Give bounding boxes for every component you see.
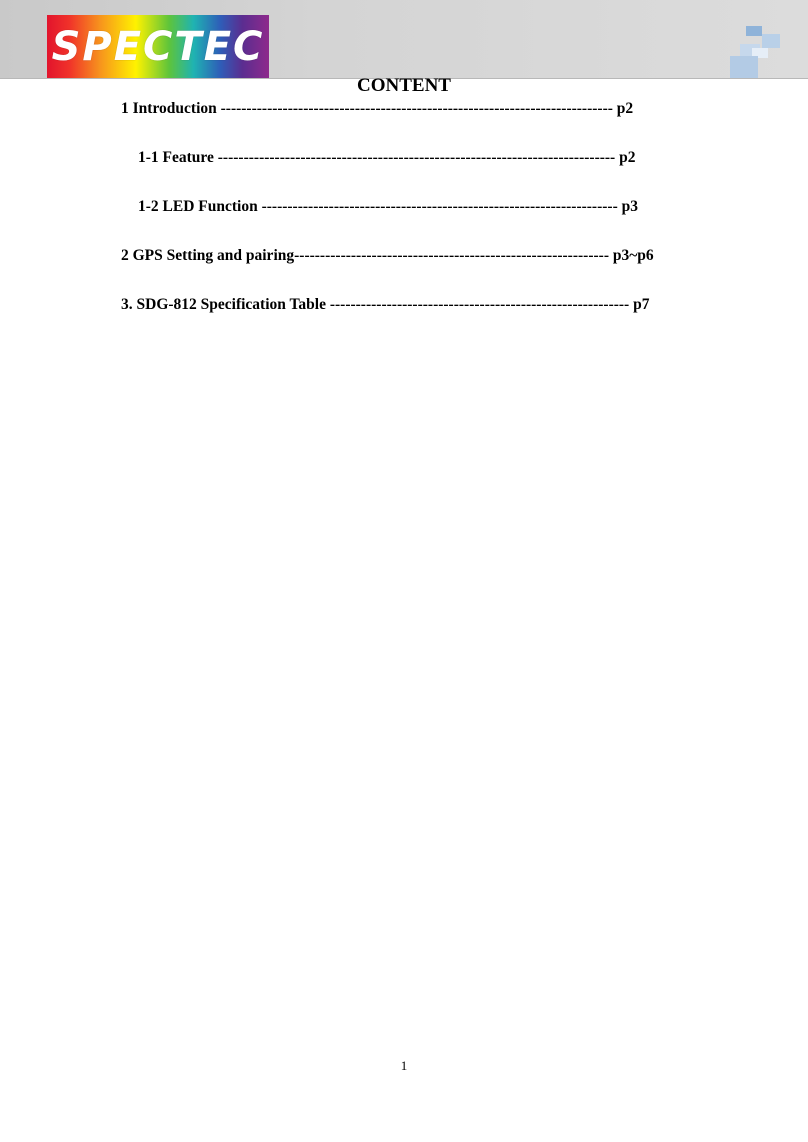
toc-item-led-function: 1-2 LED Function --------------------------------------------------------------------- p3 xyxy=(138,198,638,215)
page-title: CONTENT xyxy=(357,75,451,96)
toc-item-gps-setting: 2 GPS Setting and pairing------------------------------------------------------------- p3~p6 xyxy=(121,247,654,264)
corner-decoration xyxy=(0,0,808,78)
toc-item-specification-table: 3. SDG-812 Specification Table ---------------------------------------------------------- p7 xyxy=(121,296,650,313)
deco-square-1 xyxy=(746,26,762,36)
toc-item-feature: 1-1 Feature ----------------------------------------------------------------------------- p2 xyxy=(138,149,636,166)
page-number: 1 xyxy=(400,1058,408,1073)
logo-text: SPECTEC xyxy=(51,23,265,70)
toc-item-introduction: 1 Introduction ---------------------------------------------------------------------------- p2 xyxy=(121,100,634,117)
deco-square-2 xyxy=(762,34,780,48)
